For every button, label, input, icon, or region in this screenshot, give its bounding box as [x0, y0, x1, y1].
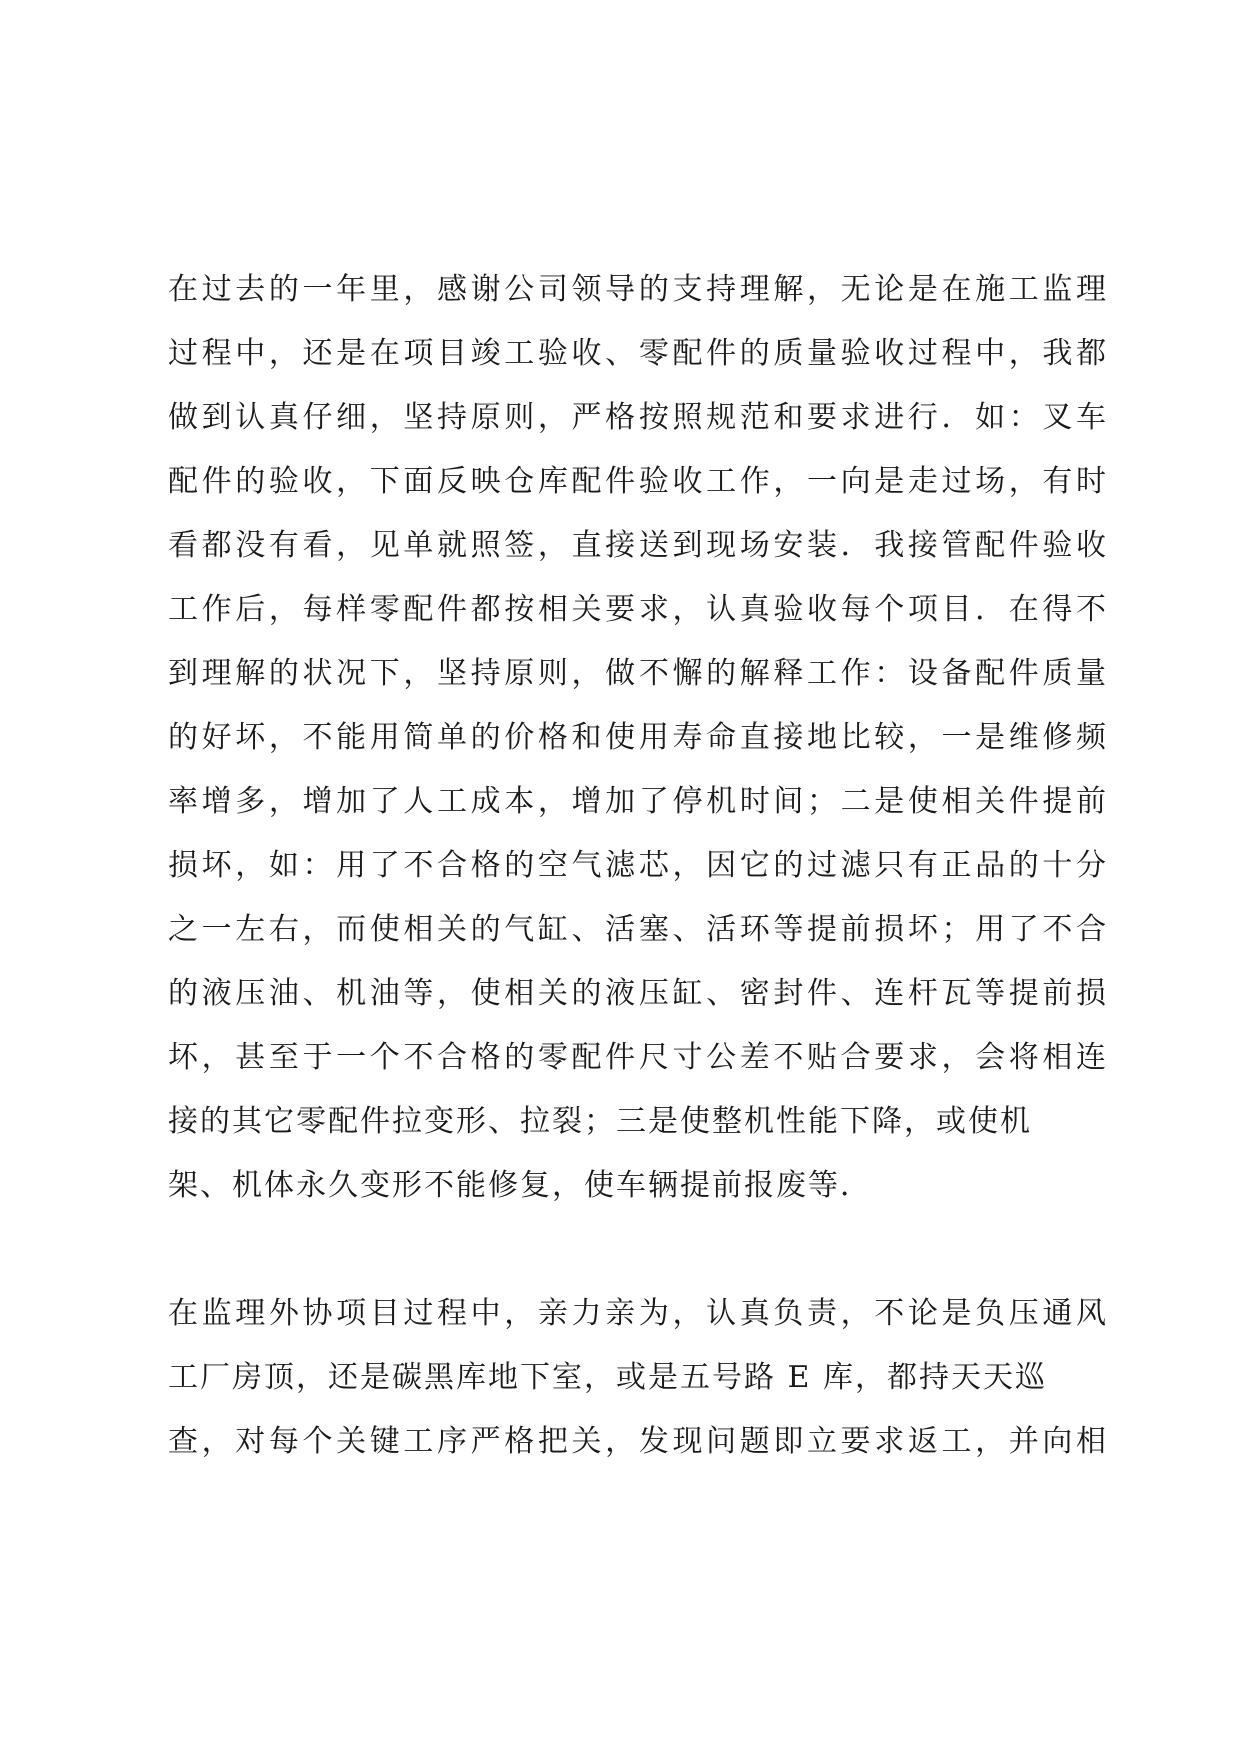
paragraph-1 — [168, 258, 1108, 1218]
text-line: 查，对每个关键工序严格把关，发现问题即立要求返工，并向相 — [168, 1424, 1108, 1459]
text-line: 过程中，还是在项目竣工验收、零配件的质量验收过程中，我都 — [168, 336, 1108, 371]
text-line: 之一左右，而使相关的气缸、活塞、活环等提前损坏；用了不合 — [168, 912, 1108, 947]
text-line: 的好坏，不能用简单的价格和使用寿命直接地比较，一是维修频 — [168, 720, 1108, 755]
text-line: 到理解的状况下，坚持原则，做不懈的解释工作：设备配件质量 — [168, 656, 1108, 691]
text-line: 工作后，每样零配件都按相关要求，认真验收每个项目．在得不 — [168, 592, 1108, 627]
text-line: 损坏，如：用了不合格的空气滤芯，因它的过滤只有正品的十分 — [168, 848, 1108, 883]
document-body — [168, 258, 1108, 1474]
text-line: 做到认真仔细，坚持原则，严格按照规范和要求进行．如：叉车 — [168, 400, 1108, 435]
text-line: 看都没有看，见单就照签，直接送到现场安装．我接管配件验收 — [168, 528, 1108, 563]
text-line: 的液压油、机油等，使相关的液压缸、密封件、连杆瓦等提前损 — [168, 976, 1108, 1011]
text-line: 工厂房顶，还是碳黑库地下室，或是五号路 E 库，都持天天巡 — [168, 1360, 1047, 1395]
text-line: 坏，甚至于一个不合格的零配件尺寸公差不贴合要求，会将相连 — [168, 1040, 1108, 1075]
text-line: 在过去的一年里，感谢公司领导的支持理解，无论是在施工监理 — [168, 272, 1108, 307]
text-line: 配件的验收，下面反映仓库配件验收工作，一向是走过场，有时 — [168, 464, 1108, 499]
text-line: 接的其它零配件拉变形、拉裂；三是使整机性能下降，或使机 — [168, 1104, 1032, 1139]
paragraph-2 — [168, 1282, 1108, 1474]
text-line: 在监理外协项目过程中，亲力亲为，认真负责，不论是负压通风 — [168, 1296, 1108, 1331]
text-line: 率增多，增加了人工成本，增加了停机时间；二是使相关件提前 — [168, 784, 1108, 819]
text-line: 架、机体永久变形不能修复，使车辆提前报废等． — [168, 1168, 872, 1203]
